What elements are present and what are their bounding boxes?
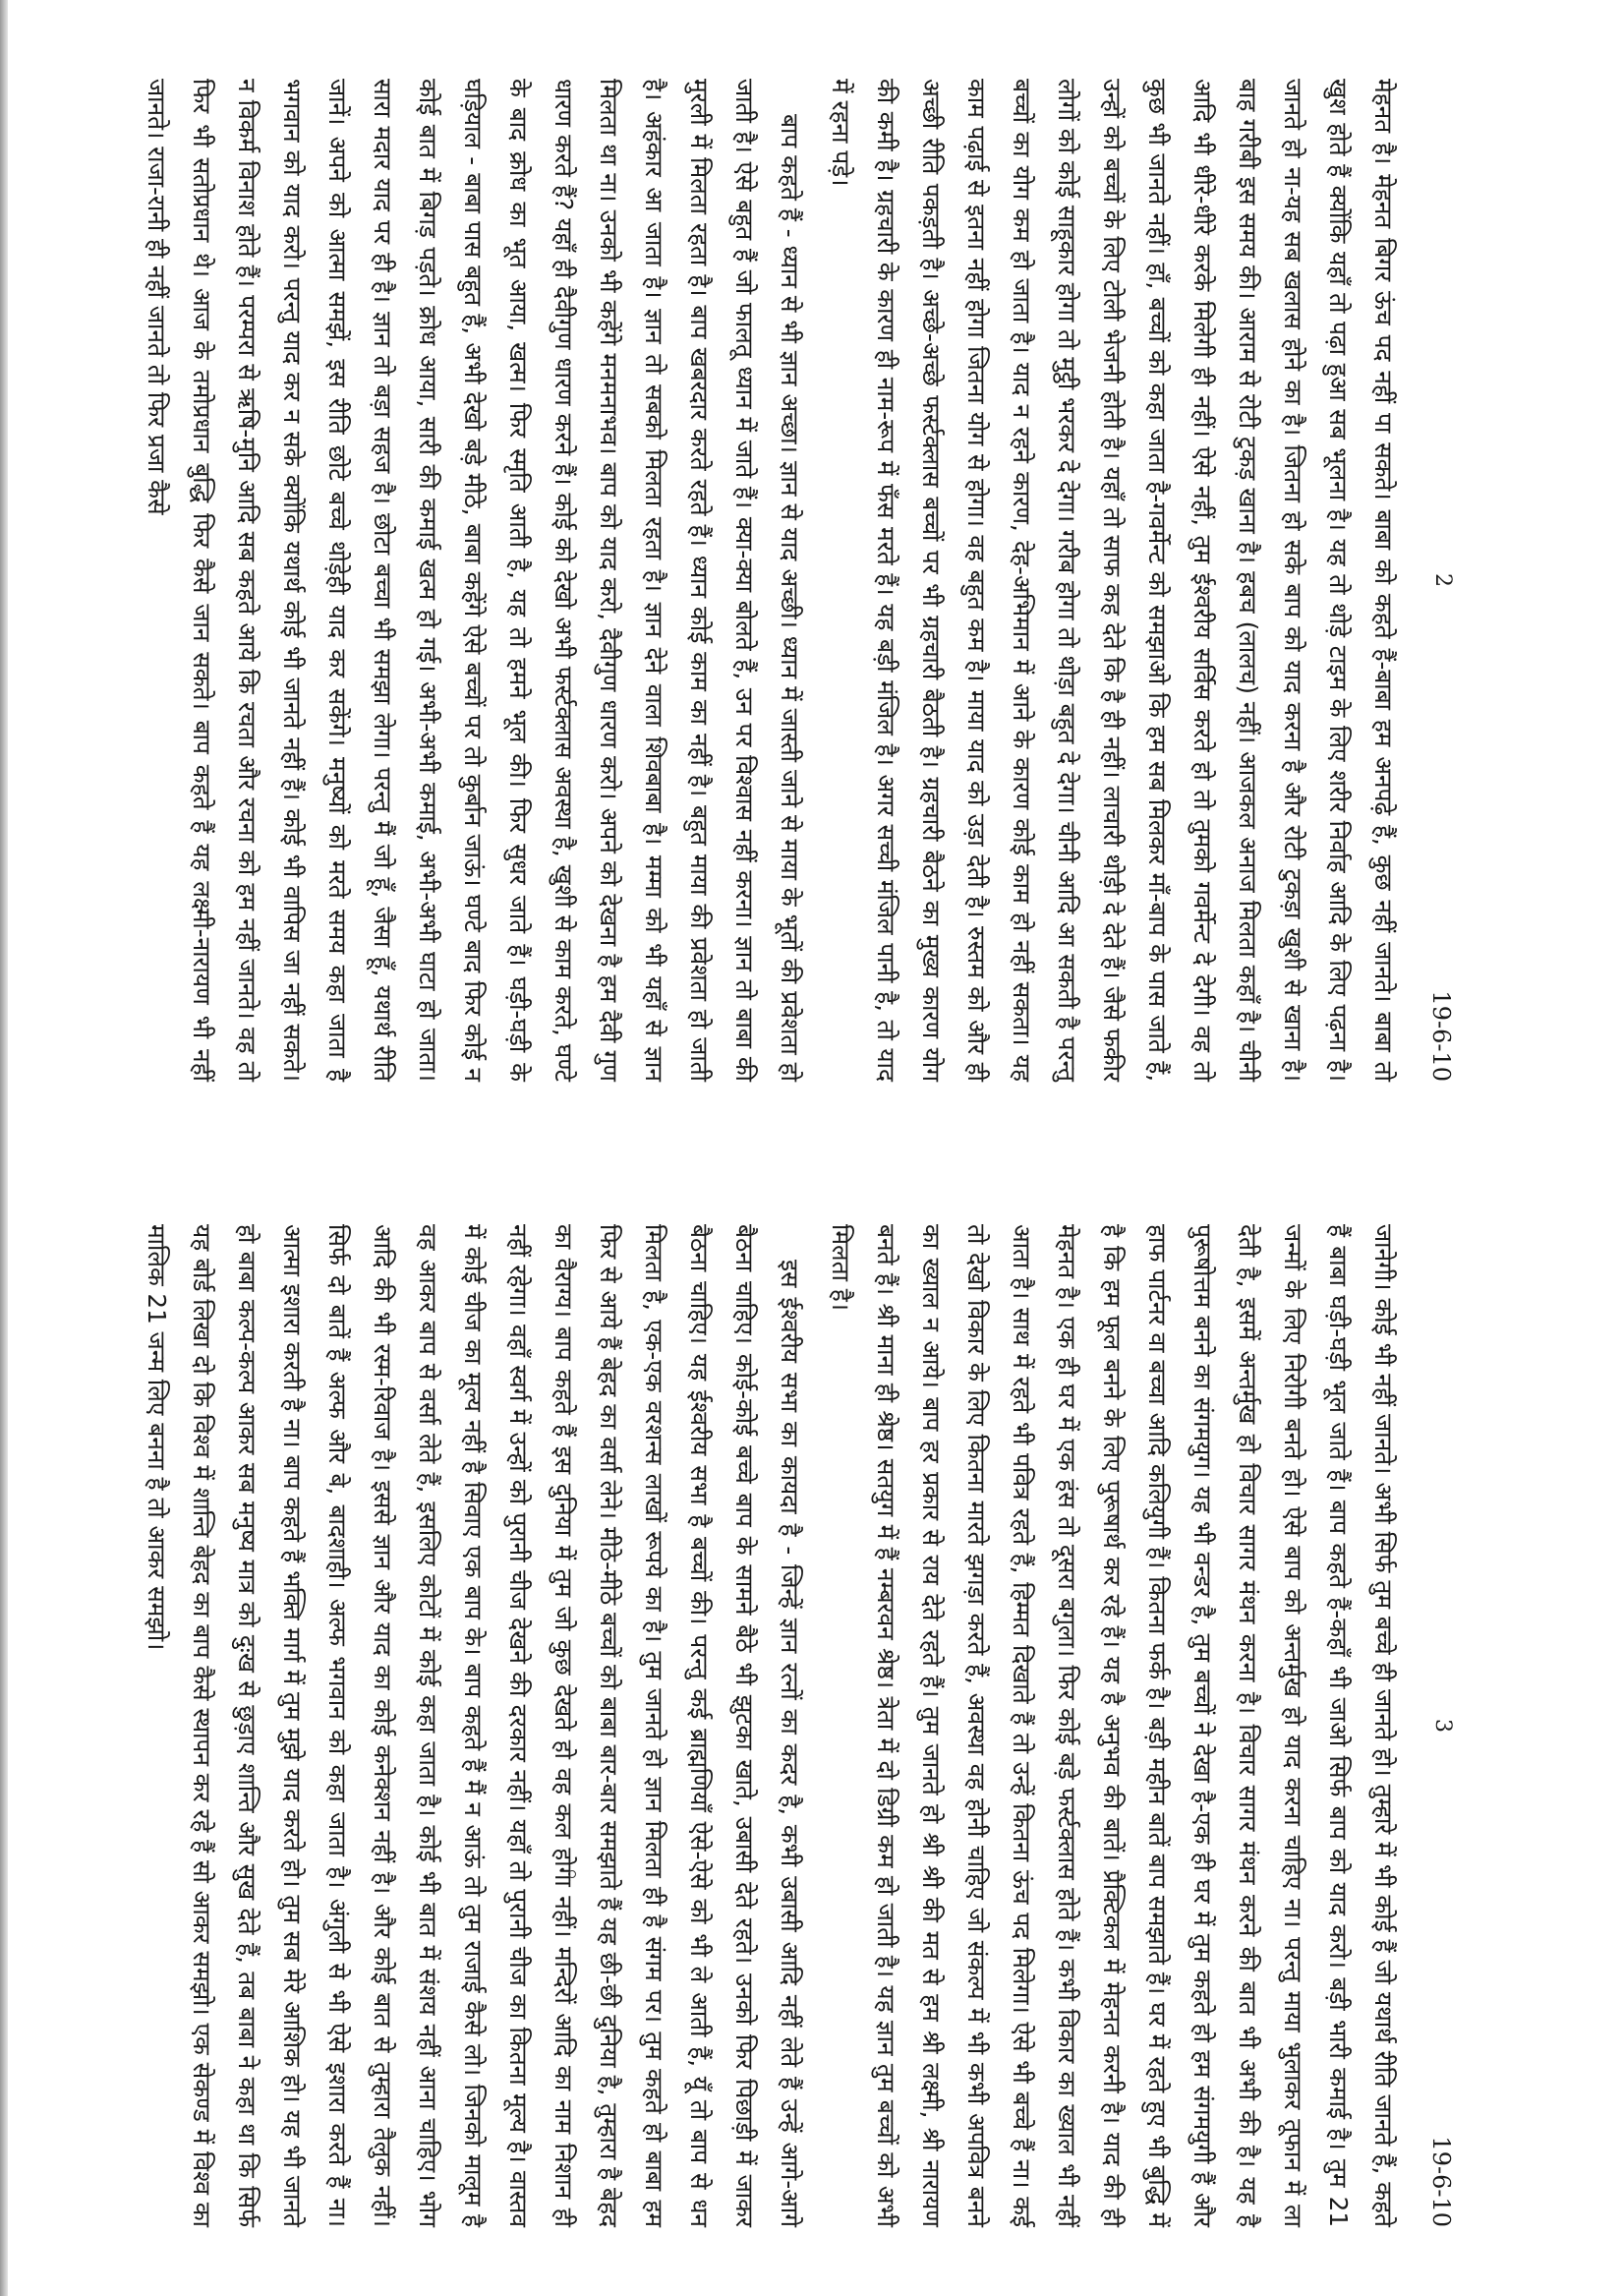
scan-edge (0, 0, 8, 2296)
page-number: 2 (1430, 573, 1455, 587)
page-body (134, 79, 1406, 1082)
page-2 (10, 20, 1494, 1141)
paragraph: जानेगी। कोई भी नहीं जानते। अभी सिर्फ तुम बच्चे ही जानते हो। तुम्हारे में भी कोई हैं जो यथार्थ रीति जानते हैं, कहते हैं बाबा घड़ी-घड़ी भूल जाते हैं। बाप कहते हैं-कहाँ भी जाओ सिर्फ बाप को याद करो। बड़ी भारी कमाई है। तुम 21 जन्मों के लिए निरोगी बनते हो। ऐसे बाप को अन्तर्मुख हो याद करना चाहिए ना। परन्तु माया भुलाकर तूफान में ला देती है, इसमें अन्तर्मुख हो विचार सागर मंथन करना है। विचार सागर मंथन करने की बात भी अभी की है। यह है पुरूषोत्तम बनने का संगमयुग। यह भी वन्डर है, तुम बच्चों ने देखा है-एक ही घर में तुम कहते हो हम संगमयुगी हैं और हाफ पार्टनर वा बच्चा आदि कलियुगी हैं। कितना फर्क है। बड़ी महीन बातें बाप समझाते हैं। घर में रहते हुए भी बुद्धि में है कि हम फूल बनने के लिए पुरूषार्थ कर रहे हैं। यह है अनुभव की बातें। प्रैक्टिकल में मेहनत करनी है। याद की ही मेहनत है। एक ही घर में एक हंस तो दूसरा बगुला। फिर कोई बड़े फर्स्टक्लास होते हैं। कभी विकार का ख्याल भी नहीं आता है। साथ में रहते भी पवित्र रहते हैं, हिम्मत दिखाते हैं तो उन्हें कितना ऊंच पद मिलेगा। ऐसे भी बच्चे हैं ना। कई तो देखो विकार के लिए कितना मारते झगड़ा करते हैं, अवस्था वह होनी चाहिए जो संकल्प में भी कभी अपवित्र बनने का ख्याल न आये। बाप हर प्रकार से राय देते रहते हैं। तुम जानते हो श्री श्री की मत से हम श्री लक्ष्मी, श्री नारायण बनते हैं। श्री माना ही श्रेष्ठ। सतयुग में हैं नम्बरवन श्रेष्ठ। त्रेता में दो डिग्री कम हो जाती है। यह ज्ञान तुम बच्चों को अभी मिलता है। (827, 1224, 1398, 2227)
paragraph: मेहनत है। मेहनत बिगर ऊंच पद नहीं पा सकते। बाबा को कहते हैं-बाबा हम अनपढ़े हैं, कुछ नहीं जानते। बाबा तो खुश होते हैं क्योंकि यहाँ तो पढ़ा हुआ सब भूलना है। यह तो थोड़े टाइम के लिए शरीर निर्वाह आदि के लिए पढ़ना है। जानते हो ना-यह सब खलास होने का है। जितना हो सके बाप को याद करना है और रोटी टुकड़ा खुशी से खाना है। बाह गरीबी इस समय की। आराम से रोटी टुकड़ खाना है। हबच (लालच) नहीं। आजकल अनाज मिलता कहाँ है। चीनी आदि भी धीरे-धीरे करके मिलेगी ही नहीं। ऐसे नहीं, तुम ईश्वरीय सर्विस करते हो तो तुमको गवर्मेन्ट दे देगी। वह तो कुछ भी जानते नहीं। हाँ, बच्चों को कहा जाता है-गवर्मेन्ट को समझाओ कि हम सब मिलकर माँ-बाप के पास जाते हैं, उन्हों को बच्चों के लिए टोली भेजनी होती है। यहाँ तो साफ कह देते कि है ही नहीं। लाचारी थोड़ी दे देते हैं। जैसे फकीर लोगों को कोई साहूकार होगा तो मुट्ठी भरकर दे देगा। गरीब होगा तो थोड़ा बहुत दे देगा। चीनी आदि आ सकती है परन्तु बच्चों का योग कम हो जाता है। याद न रहने कारण, देह-अभिमान में आने के कारण कोई काम हो नहीं सकता। यह काम पढ़ाई से इतना नहीं होगा जितना योग से होगा। वह बहुत कम है। माया याद को उड़ा देती है। रुस्तम को और ही अच्छी रीति पकड़ती है। अच्छे-अच्छे फर्स्टक्लास बच्चों पर भी ग्रहचारी बैठती है। ग्रहचारी बैठने का मुख्य कारण योग की कमी है। ग्रहचारी के कारण ही नाम-रूप में फँस मरते हैं। यह बड़ी मंजिल है। अगर सच्ची मंजिल पानी है, तो याद में रहना पड़े। (827, 79, 1398, 1082)
paragraph: बाप कहते हैं - ध्यान से भी ज्ञान अच्छा। ज्ञान से याद अच्छी। ध्यान में जास्ती जाने से माया के भूतों की प्रवेशता हो जाती है। ऐसे बहुत हैं जो फालतू ध्यान में जाते हैं। क्या-क्या बोलते हैं, उन पर विश्वास नहीं करना। ज्ञान तो बाबा की मुरली में मिलता रहता है। बाप खबरदार करते रहते हैं। ध्यान कोई काम का नहीं है। बहुत माया की प्रवेशता हो जाती है। अहंकार आ जाता है। ज्ञान तो सबको मिलता रहता है। ज्ञान देने वाला शिवबाबा है। मम्मा को भी यहाँ से ज्ञान मिलता था ना। उनको भी कहेंगे मनमनाभव। बाप को याद करो, दैवीगुण धारण करो। अपने को देखना है हम दैवी गुण धारण करते हैं? यहाँ ही दैवीगुण धारण करने हैं। कोई को देखो अभी फर्स्टक्लास अवस्था है, खुशी से काम करते, घण्टे के बाद क्रोध का भूत आया, खत्म। फिर स्मृति आती है, यह तो हमने भूल की। फिर सुधर जाते हैं। घड़ी-घड़ी के घड़ियाल - बाबा पास बहुत हैं, अभी देखो बड़े मीठे, बाबा कहेंगे ऐसे बच्चों पर तो कुर्बान जाऊं। घण्टे बाद फिर कोई न कोई बात में बिगड़ पड़ते। क्रोध आया, सारी की कमाई खत्म हो गई। अभी-अभी कमाई, अभी-अभी घाटा हो जाता। सारा मदार याद पर ही है। ज्ञान तो बड़ा सहज है। छोटा बच्चा भी समझा लेगा। परन्तु मैं जो हूँ, जैसा हूँ, यथार्थ रीति जानें। अपने को आत्मा समझें, इस रीति छोटे बच्चे थोड़ेही याद कर सकेंगे। मनुष्यों को मरते समय कहा जाता है भगवान को याद करो। परन्तु याद कर न सके क्योंकि यथार्थ कोई भी जानते नहीं हैं। कोई भी वापिस जा नहीं सकते। न विकर्म विनाश होते हैं। परम्परा से ऋषि-मुनि आदि सब कहते आये कि रचता और रचना को हम नहीं जानते। वह तो फिर भी सतोप्रधान थे। आज के तमोप्रधान बुद्धि फिर कैसे जान सकते। बाप कहते हैं यह लक्ष्मी-नारायण भी नहीं जानते। राजा-रानी ही नहीं जानते तो फिर प्रजा कैसे (143, 79, 804, 1082)
page-date: 19-6-10 (1427, 990, 1455, 1082)
page-body (134, 1224, 1406, 2227)
page-header (1406, 1224, 1455, 2227)
page-date: 19-6-10 (1427, 2136, 1455, 2227)
paragraph: इस ईश्वरीय सभा का कायदा है - जिन्हें ज्ञान रत्नों का कदर है, कभी उबासी आदि नहीं लेते हैं उन्हें आगे-आगे बैठना चाहिए। कोई-कोई बच्चे बाप के सामने बैठे भी झुटका खाते, उबासी देते रहते। उनको फिर पिछाड़ी में जाकर बैठना चाहिए। यह ईश्वरीय सभा है बच्चों की। परन्तु कई ब्राह्मणियाँ ऐसे-ऐसे को भी ले आती हैं, यूँ तो बाप से धन मिलता है, एक-एक वरशन्स लाखों रूपये का है। तुम जानते हो ज्ञान मिलता ही है संगम पर। तुम कहते हो बाबा हम फिर से आये हैं बेहद का वर्सा लेने। मीठे-मीठे बच्चों को बाबा बार-बार समझाते हैं यह छी-छी दुनिया है, तुम्हारा है बेहद का वैराग्य। बाप कहते हैं इस दुनिया में तुम जो कुछ देखते हो वह कल होगा नहीं। मन्दिरों आदि का नाम निशान ही नहीं रहेगा। वहाँ स्वर्ग में उन्हों को पुरानी चीज देखने की दरकार नहीं। यहाँ तो पुरानी चीज का कितना मूल्य है। वास्तव में कोई चीज का मूल्य नहीं है सिवाए एक बाप के। बाप कहते हैं मैं न आऊं तो तुम राजाई कैसे लो। जिनको मालूम है वह आकर बाप से वर्सा लेते हैं, इसलिए कोटों में कोई कहा जाता है। कोई भी बात में संशय नहीं आना चाहिए। भोग आदि की भी रस्म-रिवाज है। इससे ज्ञान और याद का कोई कनेक्शन नहीं है। और कोई बात से तुम्हारा तैलुक नहीं। सिर्फ दो बातें हैं अल्फ और बे, बादशाही। अल्फ भगवान को कहा जाता है। अंगुली से भी ऐसे इशारा करते हैं ना। आत्मा इशारा करती है ना। बाप कहते हैं भक्ति मार्ग में तुम मुझे याद करते हो। तुम सब मेरे आशिक हो। यह भी जानते हो बाबा कल्प-कल्प आकर सब मनुष्य मात्र को दुःख से छुड़ाए शान्ति और सुख देते हैं, तब बाबा ने कहा था कि सिर्फ यह बोर्ड लिखा दो कि विश्व में शान्ति बेहद का बाप कैसे स्थापन कर रहे हैं सो आकर समझो। एक सेकण्ड में विश्व का मालिक 21 जन्म लिए बनना है तो आकर समझो। (143, 1224, 804, 2227)
page-3 (10, 1165, 1494, 2286)
page-header (1406, 79, 1455, 1082)
page-number: 3 (1430, 1719, 1455, 1733)
stray-mark (568, 1870, 576, 1878)
